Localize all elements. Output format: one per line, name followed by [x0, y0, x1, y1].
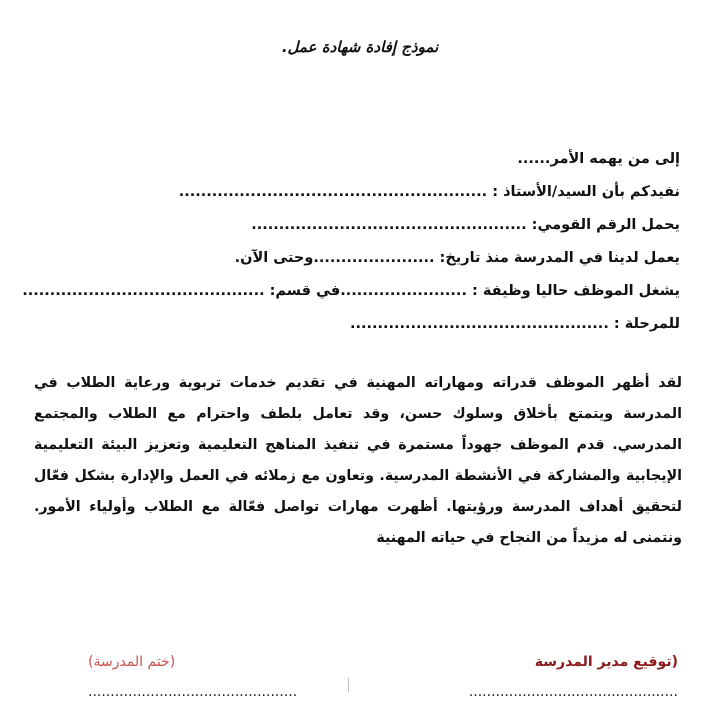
principal-signature-label: (توقيع مدير المدرسة — [534, 654, 678, 670]
divider — [348, 678, 355, 692]
school-seal-line: ............................................... — [88, 684, 298, 700]
field-national-id: يحمل الرقم القومي: .................................................. — [251, 217, 680, 233]
field-stage: للمرحلة : ............................................... — [349, 316, 680, 332]
principal-signature-line: ............................................... — [468, 684, 678, 700]
certificate-fields — [22, 146, 680, 344]
field-employment-date: يعمل لدينا في المدرسة منذ تاريخ: ......................وحتى الآن. — [234, 250, 680, 266]
page-title: نموذج إفادة شهادة عمل. — [281, 38, 439, 56]
field-job-department: يشغل الموظف حاليا وظيفة : .......................في قسم: ............................................ — [22, 283, 680, 299]
field-addressee: إلى من يهمه الأمر...... — [517, 151, 680, 167]
field-employee-name: نفيدكم بأن السيد/الأستاذ : ........................................................ — [178, 184, 680, 200]
certificate-body: لقد أظهر الموظف قدراته ومهاراته المهنية في تقديم خدمات تربوية ورعاية الطلاب في المدرسة ويتمتع بأخلاق وسلوك حسن، وقد تعامل بلطف واحترام مع الطلاب والمجتمع المدرسي. قدم الموظف جهوداً مستمرة في تنفيذ المناهج التعليمية وتعزيز البيئة التعليمية الإيجابية والمشاركة في الأنشطة المدرسية. وتعاون مع زملائه في العمل والإدارة بشكل فعّال لتحقيق أهداف المدرسة ورؤيتها. أظهرت مهارات تواصل فعّالة مع الطلاب وأولياء الأمور. ونتمنى له مزيداً من النجاح في حياته المهنية — [34, 375, 682, 546]
school-seal-label: (ختم المدرسة) — [88, 654, 176, 670]
